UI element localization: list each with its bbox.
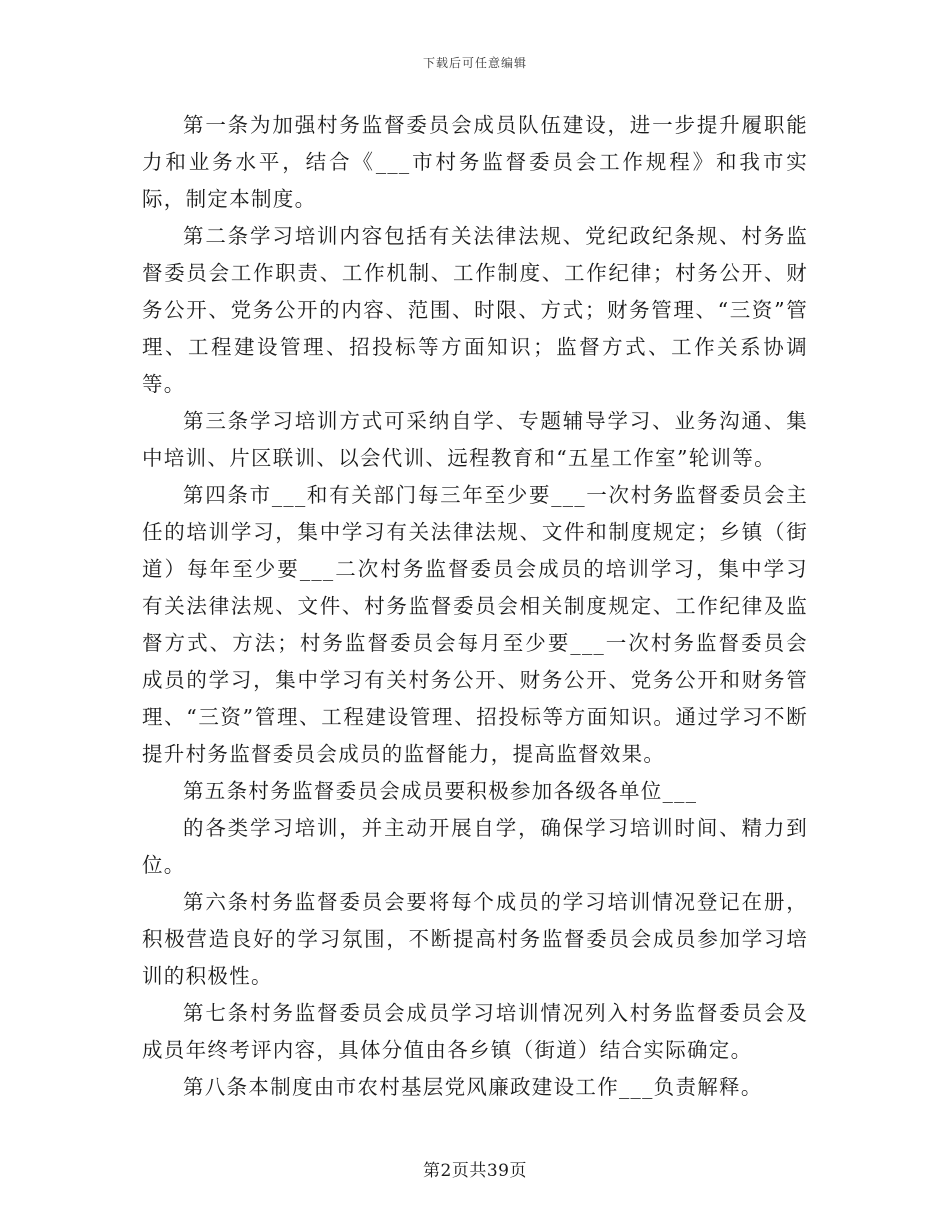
- paragraph-article-4: 第四条市___和有关部门每三年至少要___一次村务监督委员会主任的培训学习，集中学习有关法律法规、文件和制度规定；乡镇（街道）每年至少要___二次村务监督委员会成员的培训学习，集中学习有关法律法规、文件、村务监督委员会相关制度规定、工作纪律及监督方式、方法；村务监督委员会每月至少要___一次村务监督委员会成员的学习，集中学习有关村务公开、财务公开、党务公开和财务管理、“三资”管理、工程建设管理、招投标等方面知识。通过学习不断提升村务监督委员会成员的监督能力，提高监督效果。: [142, 483, 808, 766]
- paragraph-article-3: 第三条学习培训方式可采纳自学、专题辅导学习、业务沟通、集中培训、片区联训、以会代训、远程教育和“五星工作室”轮训等。: [142, 409, 808, 470]
- header-note: 下载后可任意编辑: [422, 56, 527, 70]
- document-body: [142, 107, 808, 1106]
- paragraph-article-5-continued: 的各类学习培训，并主动开展自学，确保学习培训时间、精力到位。: [142, 816, 808, 877]
- page-number: 第2页共39页: [423, 1161, 527, 1181]
- paragraph-article-6: 第六条村务监督委员会要将每个成员的学习培训情况登记在册，积极营造良好的学习氛围，不断提高村务监督委员会成员参加学习培训的积极性。: [142, 890, 808, 988]
- paragraph-article-5: 第五条村务监督委员会成员要积极参加各级各单位___: [183, 779, 698, 803]
- paragraph-article-1: 第一条为加强村务监督委员会成员队伍建设，进一步提升履职能力和业务水平，结合《___市村务监督委员会工作规程》和我市实际，制定本制度。: [142, 113, 808, 211]
- paragraph-article-2: 第二条学习培训内容包括有关法律法规、党纪政纪条规、村务监督委员会工作职责、工作机制、工作制度、工作纪律；村务公开、财务公开、党务公开的内容、范围、时限、方式；财务管理、“三资”管理、工程建设管理、招投标等方面知识；监督方式、工作关系协调等。: [142, 224, 808, 396]
- paragraph-article-8: 第八条本制度由市农村基层党风廉政建设工作___负责解释。: [183, 1075, 763, 1099]
- paragraph-article-7: 第七条村务监督委员会成员学习培训情况列入村务监督委员会及成员年终考评内容，具体分值由各乡镇（街道）结合实际确定。: [142, 1001, 808, 1062]
